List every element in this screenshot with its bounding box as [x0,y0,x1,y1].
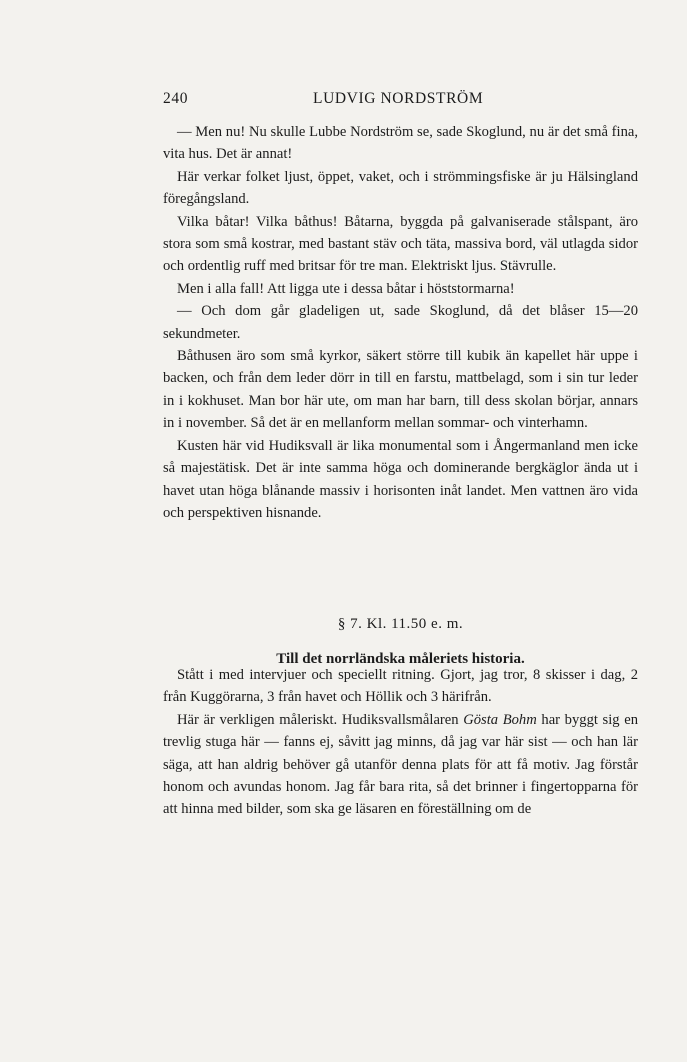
running-title: LUDVIG NORDSTRÖM [313,90,484,107]
paragraph: Här verkar folket ljust, öppet, vaket, och i strömmingsfiske är ju Hälsingland föregångsland. [163,168,638,208]
paragraph: Men i alla fall! Att ligga ute i dessa båtar i höststormarna! [177,280,515,297]
section-number: § 7. Kl. 11.50 e. m. [337,616,464,632]
paragraph: — Men nu! Nu skulle Lubbe Nordström se, sade Skoglund, nu är det små fina, vita hus. Det är annat! [163,124,638,163]
paragraph [163,709,638,821]
paragraph-text: har byggt sig en trevlig stuga här — fanns ej, såvitt jag minns, då jag var här sist — och han lär säga, att han aldrig behöver gå utanför denna plats för att få motiv. Jag förstår honom och avundas honom. Jag får bara rita, så det brinner i fingertopparna för att hinna med bilder, som ska ge läsaren en föreställning om de [163,711,638,818]
text-block-before-section [163,121,638,524]
section-heading: Till det norrländska måleriets historia. [276,651,525,667]
paragraph-text: Här är verkligen måleriskt. Hudiksvallsmålaren [177,711,464,728]
text-block-after-section [163,664,638,821]
page-header [163,90,638,112]
page-number: 240 [163,90,189,107]
paragraph: Vilka båtar! Vilka båthus! Båtarna, byggda på galvaniserade stålspant, äro stora som små kostrar, med bastant stäv och täta, massiva bord, väl utlagda sidor och ordentlig ruff med britsar för tre man. Elektriskt ljus. Stävrulle. [163,213,638,275]
paragraph: Stått i med intervjuer och speciellt ritning. Gjort, jag tror, 8 skisser i dag, 2 från Kuggörarna, 3 från havet och Höllik och 3 härifrån. [163,667,638,706]
paragraph: Kusten här vid Hudiksvall är lika monumental som i Ångermanland men icke så majestätisk. Det är inte samma höga och dominerande bergkäglor ända ut i havet utan höga blånande massiv i horisonten inåt landet. Men vattnen äro vida och perspektiven hisnande. [163,437,638,521]
painter-name: Gösta Bohm [463,711,537,728]
paragraph: Båthusen äro som små kyrkor, säkert större till kubik än kapellet här uppe i backen, och från dem leder dörr in till en farstu, mattbelagd, som i sin tur leder in i kokhuset. Man bor här ute, om man har barn, till dess skolan börjar, annars in i november. Så det är en mellanform mellan sommar- och vinterhamn. [163,348,638,432]
paragraph: — Och dom går gladeligen ut, sade Skoglund, då det blåser 15—20 sekundmeter. [163,303,638,342]
